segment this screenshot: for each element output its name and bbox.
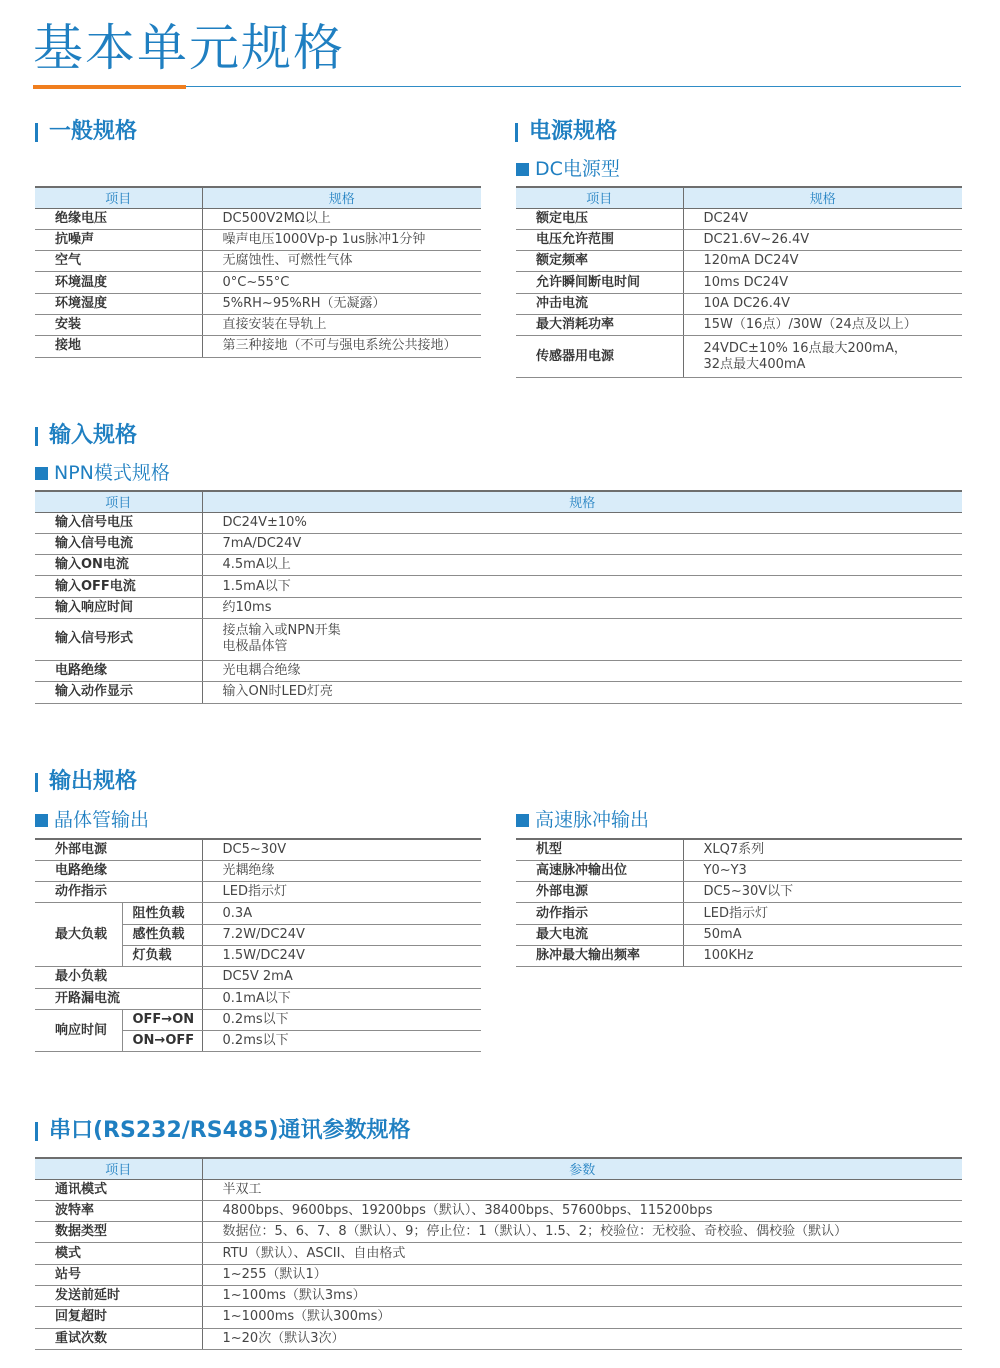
table-row bbox=[35, 903, 481, 924]
column-header-item: 项目 bbox=[35, 187, 202, 208]
row-key: 最小负载 bbox=[35, 967, 202, 988]
row-value: 噪声电压1000Vp-p 1us脉冲1分钟 bbox=[202, 229, 481, 250]
table-row bbox=[516, 882, 962, 903]
row-value: 1~100ms（默认3ms） bbox=[202, 1285, 962, 1306]
row-key: 重试次数 bbox=[35, 1328, 202, 1349]
row-value: 1~20次（默认3次） bbox=[202, 1328, 962, 1349]
row-value: 10ms DC24V bbox=[683, 272, 962, 293]
row-value: XLQ7系列 bbox=[683, 839, 962, 860]
row-value-line: 电极晶体管 bbox=[222, 639, 288, 655]
npn-mode-subheading-label: NPN模式规格 bbox=[54, 462, 170, 484]
row-key: 安装 bbox=[35, 314, 202, 335]
row-value: 0°C~55°C bbox=[202, 272, 481, 293]
row-value: 1~255（默认1） bbox=[202, 1264, 962, 1285]
transistor-output-subheading-label: 晶体管输出 bbox=[54, 809, 150, 831]
row-key: 冲击电流 bbox=[516, 293, 683, 314]
row-key: 电路绝缘 bbox=[35, 660, 202, 681]
table-row bbox=[516, 229, 962, 250]
row-value: DC24V±10% bbox=[202, 512, 962, 533]
row-key: 最大电流 bbox=[516, 924, 683, 945]
table-row bbox=[516, 839, 962, 860]
row-value: 1.5W/DC24V bbox=[202, 945, 481, 966]
row-value: 5%RH~95%RH（无凝露） bbox=[202, 293, 481, 314]
table-row bbox=[516, 272, 962, 293]
row-value: DC21.6V~26.4V bbox=[683, 229, 962, 250]
row-key: 高速脉冲输出位 bbox=[516, 860, 683, 881]
table-row bbox=[35, 1243, 962, 1264]
table-row bbox=[35, 1179, 962, 1200]
row-key: 额定频率 bbox=[516, 251, 683, 272]
row-value: 1.5mA以下 bbox=[202, 576, 962, 597]
table-row bbox=[35, 576, 962, 597]
general-spec-table bbox=[35, 186, 481, 358]
table-row bbox=[35, 1264, 962, 1285]
row-value: 直接安装在导轨上 bbox=[202, 314, 481, 335]
column-header-spec: 规格 bbox=[202, 491, 962, 512]
row-subkey: 灯负载 bbox=[122, 945, 202, 966]
row-value: 7mA/DC24V bbox=[202, 533, 962, 554]
npn-mode-subheading bbox=[35, 461, 170, 485]
row-value: 半双工 bbox=[202, 1179, 962, 1200]
square-bullet-icon bbox=[516, 814, 529, 827]
row-group-key: 响应时间 bbox=[35, 1009, 122, 1052]
row-value: 4.5mA以上 bbox=[202, 555, 962, 576]
table-row bbox=[35, 533, 962, 554]
row-key: 额定电压 bbox=[516, 208, 683, 229]
row-key: 环境湿度 bbox=[35, 293, 202, 314]
row-key: 回复超时 bbox=[35, 1307, 202, 1328]
table-row bbox=[35, 967, 481, 988]
row-value-line: 24VDC±10% 16点最大200mA， bbox=[703, 340, 907, 356]
row-key: 输入信号电压 bbox=[35, 512, 202, 533]
square-bullet-icon bbox=[35, 467, 48, 480]
table-row bbox=[35, 682, 962, 703]
table-row bbox=[35, 336, 481, 357]
row-value: 4800bps、9600bps、19200bps（默认）、38400bps、57600bps、115200bps bbox=[202, 1200, 962, 1221]
table-row bbox=[35, 1285, 962, 1306]
row-key: 接地 bbox=[35, 336, 202, 357]
pulse-output-table bbox=[516, 838, 962, 967]
row-subkey: OFF→ON bbox=[122, 1009, 202, 1030]
table-row bbox=[35, 1328, 962, 1349]
table-row bbox=[35, 882, 481, 903]
row-value-line: 32点最大400mA bbox=[703, 356, 806, 372]
row-value: DC5~30V以下 bbox=[683, 882, 962, 903]
row-key: 最大消耗功率 bbox=[516, 314, 683, 335]
table-row bbox=[35, 272, 481, 293]
column-header-spec: 规格 bbox=[683, 187, 962, 208]
row-key: 通讯模式 bbox=[35, 1179, 202, 1200]
table-row bbox=[516, 903, 962, 924]
row-key: 外部电源 bbox=[35, 839, 202, 860]
table-header-row bbox=[35, 491, 962, 512]
row-value: 光电耦合绝缘 bbox=[202, 660, 962, 681]
row-value: 0.1mA以下 bbox=[202, 988, 481, 1009]
row-key: 动作指示 bbox=[35, 882, 202, 903]
power-spec-heading: 电源规格 bbox=[515, 118, 617, 146]
row-key: 输入ON电流 bbox=[35, 555, 202, 576]
row-key: 输入信号电流 bbox=[35, 533, 202, 554]
input-spec-table bbox=[35, 490, 962, 704]
general-spec-heading: 一般规格 bbox=[35, 118, 137, 146]
row-value: DC500V2MΩ以上 bbox=[202, 208, 481, 229]
row-value: 输入ON时LED灯亮 bbox=[202, 682, 962, 703]
table-row bbox=[516, 924, 962, 945]
row-subkey: ON→OFF bbox=[122, 1031, 202, 1052]
table-row bbox=[516, 251, 962, 272]
row-key: 抗噪声 bbox=[35, 229, 202, 250]
table-row bbox=[35, 1222, 962, 1243]
row-key: 外部电源 bbox=[516, 882, 683, 903]
table-row bbox=[35, 618, 962, 660]
row-key: 输入信号形式 bbox=[35, 618, 202, 660]
pulse-output-subheading bbox=[516, 808, 649, 832]
table-row bbox=[35, 1200, 962, 1221]
row-key: 开路漏电流 bbox=[35, 988, 202, 1009]
column-header-spec: 参数 bbox=[202, 1158, 962, 1179]
row-value: 第三种接地（不可与强电系统公共接地） bbox=[202, 336, 481, 357]
row-key: 输入动作显示 bbox=[35, 682, 202, 703]
power-spec-table bbox=[516, 186, 962, 378]
table-row bbox=[35, 839, 481, 860]
row-key: 电压允许范围 bbox=[516, 229, 683, 250]
table-row bbox=[35, 1009, 481, 1030]
row-value: 数据位：5、6、7、8（默认）、9；停止位：1（默认）、1.5、2；校验位：无校验、奇校验、偶校验（默认） bbox=[202, 1222, 962, 1243]
row-key: 数据类型 bbox=[35, 1222, 202, 1243]
table-row bbox=[35, 251, 481, 272]
column-header-item: 项目 bbox=[35, 491, 202, 512]
title-accent-bar bbox=[33, 85, 186, 89]
row-value: 15W（16点）/30W（24点及以上） bbox=[683, 314, 962, 335]
row-key: 机型 bbox=[516, 839, 683, 860]
output-spec-heading: 输出规格 bbox=[35, 768, 137, 796]
row-value: LED指示灯 bbox=[202, 882, 481, 903]
row-subkey: 感性负载 bbox=[122, 924, 202, 945]
row-key: 波特率 bbox=[35, 1200, 202, 1221]
table-row bbox=[35, 1307, 962, 1328]
row-value bbox=[683, 336, 962, 378]
table-row bbox=[35, 597, 962, 618]
table-row bbox=[516, 860, 962, 881]
row-key: 站号 bbox=[35, 1264, 202, 1285]
row-value: 7.2W/DC24V bbox=[202, 924, 481, 945]
table-row bbox=[35, 860, 481, 881]
row-value: 10A DC26.4V bbox=[683, 293, 962, 314]
table-row bbox=[35, 229, 481, 250]
table-row bbox=[35, 314, 481, 335]
table-row bbox=[516, 293, 962, 314]
row-key: 传感器用电源 bbox=[516, 336, 683, 378]
dc-power-subheading bbox=[516, 157, 620, 181]
table-header-row bbox=[35, 1158, 962, 1179]
row-value: DC5V 2mA bbox=[202, 967, 481, 988]
square-bullet-icon bbox=[516, 163, 529, 176]
row-value: 1~1000ms（默认300ms） bbox=[202, 1307, 962, 1328]
table-row bbox=[35, 293, 481, 314]
table-row bbox=[516, 336, 962, 378]
row-key: 输入OFF电流 bbox=[35, 576, 202, 597]
table-row bbox=[516, 208, 962, 229]
pulse-output-subheading-label: 高速脉冲输出 bbox=[535, 809, 650, 831]
row-value: 约10ms bbox=[202, 597, 962, 618]
table-row bbox=[35, 988, 481, 1009]
row-key: 脉冲最大输出频率 bbox=[516, 945, 683, 966]
row-value: 0.2ms以下 bbox=[202, 1031, 481, 1052]
serial-spec-heading: 串口(RS232/RS485)通讯参数规格 bbox=[35, 1117, 411, 1145]
row-value: 100KHz bbox=[683, 945, 962, 966]
row-key: 模式 bbox=[35, 1243, 202, 1264]
input-spec-heading: 输入规格 bbox=[35, 422, 137, 450]
serial-spec-table bbox=[35, 1157, 962, 1350]
row-subkey: 阻性负载 bbox=[122, 903, 202, 924]
row-group-key: 最大负载 bbox=[35, 903, 122, 967]
row-value: 无腐蚀性、可燃性气体 bbox=[202, 251, 481, 272]
row-value: 120mA DC24V bbox=[683, 251, 962, 272]
table-row bbox=[516, 314, 962, 335]
table-header-row bbox=[35, 187, 481, 208]
row-key: 允许瞬间断电时间 bbox=[516, 272, 683, 293]
row-value: DC5~30V bbox=[202, 839, 481, 860]
row-key: 空气 bbox=[35, 251, 202, 272]
table-row bbox=[35, 660, 962, 681]
row-value: 光耦绝缘 bbox=[202, 860, 481, 881]
row-value: LED指示灯 bbox=[683, 903, 962, 924]
row-key: 环境温度 bbox=[35, 272, 202, 293]
column-header-item: 项目 bbox=[35, 1158, 202, 1179]
transistor-output-subheading bbox=[35, 808, 149, 832]
row-value: 0.3A bbox=[202, 903, 481, 924]
row-key: 输入响应时间 bbox=[35, 597, 202, 618]
row-key: 动作指示 bbox=[516, 903, 683, 924]
row-value: DC24V bbox=[683, 208, 962, 229]
transistor-output-table bbox=[35, 838, 481, 1052]
page-title: 基本单元规格 bbox=[33, 19, 345, 77]
table-row bbox=[35, 208, 481, 229]
table-row bbox=[35, 512, 962, 533]
row-key: 绝缘电压 bbox=[35, 208, 202, 229]
column-header-item: 项目 bbox=[516, 187, 683, 208]
row-value: RTU（默认）、ASCII、自由格式 bbox=[202, 1243, 962, 1264]
row-key: 电路绝缘 bbox=[35, 860, 202, 881]
row-key: 发送前延时 bbox=[35, 1285, 202, 1306]
table-header-row bbox=[516, 187, 962, 208]
row-value bbox=[202, 618, 962, 660]
table-row bbox=[35, 555, 962, 576]
square-bullet-icon bbox=[35, 814, 48, 827]
table-row bbox=[516, 945, 962, 966]
column-header-spec: 规格 bbox=[202, 187, 481, 208]
row-value: 0.2ms以下 bbox=[202, 1009, 481, 1030]
row-value: 50mA bbox=[683, 924, 962, 945]
row-value: Y0~Y3 bbox=[683, 860, 962, 881]
row-value-line: 接点输入或NPN开集 bbox=[222, 623, 341, 639]
dc-power-subheading-label: DC电源型 bbox=[535, 158, 620, 180]
